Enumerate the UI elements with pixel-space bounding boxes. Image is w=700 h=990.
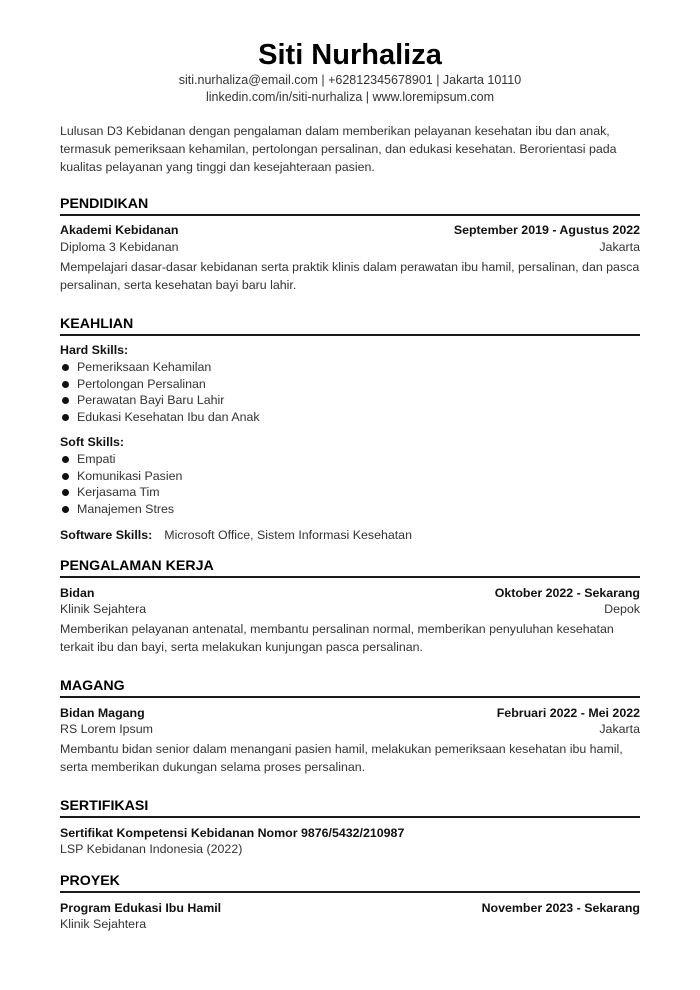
hard-skills-list bbox=[60, 359, 260, 426]
education-header-row bbox=[60, 222, 640, 239]
section-title-internship: MAGANG bbox=[60, 678, 125, 694]
internship-role: Bidan Magang bbox=[60, 706, 145, 720]
list-item: Kerjasama Tim bbox=[60, 484, 182, 501]
section-divider bbox=[60, 334, 640, 336]
bullet-icon bbox=[62, 397, 69, 404]
section-divider bbox=[60, 816, 640, 818]
hard-skills-label: Hard Skills: bbox=[60, 343, 129, 357]
certification-name: Sertifikat Kompetensi Kebidanan Nomor 9876/5432/210987 bbox=[60, 826, 405, 840]
list-item: Perawatan Bayi Baru Lahir bbox=[60, 392, 260, 409]
software-skills-label: Software Skills: bbox=[60, 528, 153, 542]
experience-sub-row bbox=[60, 601, 640, 618]
internship-location: Jakarta bbox=[599, 722, 640, 736]
project-header-row bbox=[60, 900, 640, 917]
list-item: Edukasi Kesehatan Ibu dan Anak bbox=[60, 409, 260, 426]
project-org: Klinik Sejahtera bbox=[60, 917, 147, 931]
contact-line-2: linkedin.com/in/siti-nurhaliza | www.loremipsum.com bbox=[205, 90, 495, 104]
education-degree: Diploma 3 Kebidanan bbox=[60, 240, 179, 254]
education-description: Mempelajari dasar-dasar kebidanan serta praktik klinis dalam perawatan ibu hamil, persalinan, dan pasca persalinan, serta kesehatan bayi baru lahir. bbox=[60, 260, 640, 292]
project-period: November 2023 - Sekarang bbox=[481, 901, 640, 915]
internship-header-row bbox=[60, 705, 640, 722]
bullet-icon bbox=[62, 506, 69, 513]
list-item: Pemeriksaan Kehamilan bbox=[60, 359, 260, 376]
education-period: September 2019 - Agustus 2022 bbox=[453, 223, 640, 237]
soft-skills-list bbox=[60, 451, 182, 518]
experience-location: Depok bbox=[604, 602, 640, 616]
experience-org: Klinik Sejahtera bbox=[60, 602, 147, 616]
bullet-icon bbox=[62, 381, 69, 388]
section-divider bbox=[60, 891, 640, 893]
certification-row bbox=[60, 825, 640, 842]
project-sub-row bbox=[60, 916, 640, 933]
experience-description: Memberikan pelayanan antenatal, membantu persalinan normal, memberikan penyuluhan kesehatan terkait ibu dan bayi, serta melakukan kunjungan pasca persalinan. bbox=[60, 622, 614, 654]
experience-period: Oktober 2022 - Sekarang bbox=[494, 586, 640, 600]
bullet-icon bbox=[62, 414, 69, 421]
list-item: Manajemen Stres bbox=[60, 501, 182, 518]
software-skills-value: Microsoft Office, Sistem Informasi Kesehatan bbox=[164, 528, 412, 542]
section-divider bbox=[60, 696, 640, 698]
internship-description: Membantu bidan senior dalam menangani pasien hamil, melakukan pemeriksaan kesehatan ibu hamil, serta memberikan dukungan selama proses persalinan. bbox=[60, 742, 623, 774]
project-name: Program Edukasi Ibu Hamil bbox=[60, 901, 222, 915]
bullet-icon bbox=[62, 364, 69, 371]
education-location: Jakarta bbox=[599, 240, 640, 254]
candidate-name: Siti Nurhaliza bbox=[258, 39, 442, 71]
list-item: Empati bbox=[60, 451, 182, 468]
bullet-icon bbox=[62, 473, 69, 480]
section-divider bbox=[60, 576, 640, 578]
certification-issuer: LSP Kebidanan Indonesia (2022) bbox=[60, 842, 243, 856]
list-item: Komunikasi Pasien bbox=[60, 468, 182, 485]
internship-sub-row bbox=[60, 721, 640, 738]
bullet-icon bbox=[62, 489, 69, 496]
experience-header-row bbox=[60, 585, 640, 602]
list-item: Pertolongan Persalinan bbox=[60, 376, 260, 393]
section-title-skills: KEAHLIAN bbox=[60, 316, 134, 332]
bullet-icon bbox=[62, 456, 69, 463]
section-divider bbox=[60, 214, 640, 216]
section-title-certification: SERTIFIKASI bbox=[60, 798, 149, 814]
experience-role: Bidan bbox=[60, 586, 95, 600]
section-title-education: PENDIDIKAN bbox=[60, 196, 149, 212]
education-sub-row bbox=[60, 239, 640, 256]
internship-org: RS Lorem Ipsum bbox=[60, 722, 153, 736]
contact-line-1: siti.nurhaliza@email.com | +6281234567890​1 | Jakarta 10110 bbox=[178, 73, 522, 87]
summary: Lulusan D3 Kebidanan dengan pengalaman dalam memberikan pelayanan kesehatan ibu dan anak, termasuk pemeriksaan kehamilan, pertolongan persalinan, dan edukasi kesehatan. Berorientasi pada kualitas pelayanan yang tinggi dan kesejahteraan pasien. bbox=[60, 124, 617, 174]
internship-period: Februari 2022 - Mei 2022 bbox=[496, 706, 640, 720]
section-title-project: PROYEK bbox=[60, 873, 120, 889]
certification-issuer-row bbox=[60, 841, 640, 858]
education-institution: Akademi Kebidanan bbox=[60, 223, 179, 237]
soft-skills-label: Soft Skills: bbox=[60, 435, 125, 449]
section-title-experience: PENGALAMAN KERJA bbox=[60, 558, 214, 574]
software-skills bbox=[60, 527, 412, 544]
